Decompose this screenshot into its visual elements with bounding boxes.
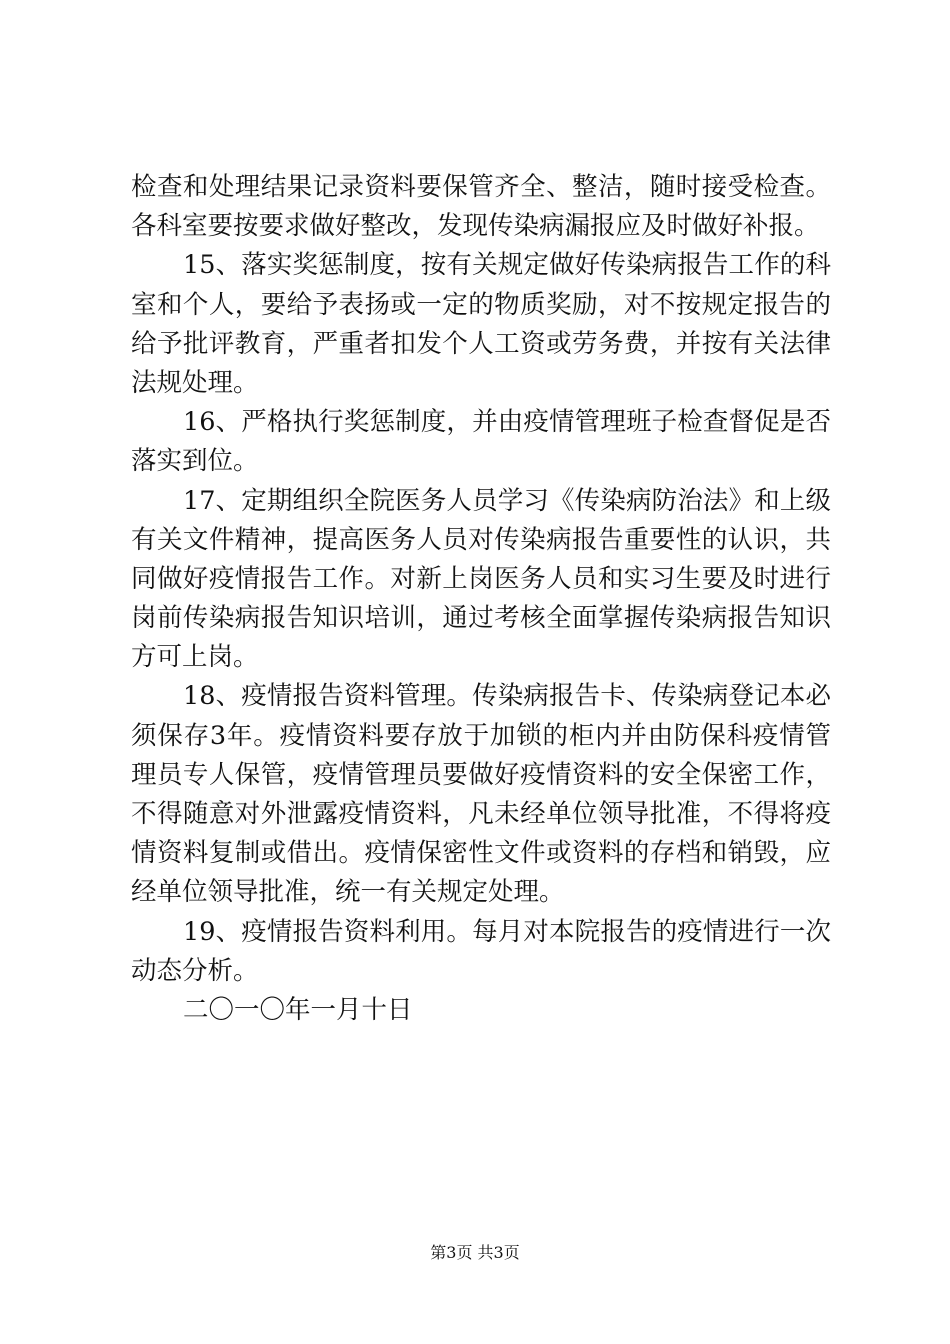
body-line: 理员专人保管，疫情管理员要做好疫情资料的安全保密工作， [131,759,831,790]
body-line: 有关文件精神，提高医务人员对传染病报告重要性的认识，共 [131,524,831,555]
body-line: 经单位领导批准，统一有关规定处理。 [131,877,565,908]
body-line: 各科室要按要求做好整改，发现传染病漏报应及时做好补报。 [131,211,820,242]
paragraph-16-line: 16、严格执行奖惩制度，并由疫情管理班子检查督促是否 [183,407,831,438]
body-line: 动态分析。 [131,955,259,986]
body-line: 同做好疫情报告工作。对新上岗医务人员和实习生要及时进行 [131,563,831,594]
body-line: 须保存3年。疫情资料要存放于加锁的柜内并由防保科疫情管 [131,720,831,751]
page-footer: 第3页 共3页 [430,1243,520,1262]
body-line: 方可上岗。 [131,642,259,673]
paragraph-15-line: 15、落实奖惩制度，按有关规定做好传染病报告工作的科 [183,250,831,281]
document-body [131,168,831,1030]
body-line: 落实到位。 [131,446,259,477]
body-line: 室和个人，要给予表扬或一定的物质奖励，对不按规定报告的 [131,289,831,320]
body-line: 不得随意对外泄露疫情资料，凡未经单位领导批准，不得将疫 [131,799,831,829]
body-line: 情资料复制或借出。疫情保密性文件或资料的存档和销毁，应 [131,838,831,869]
paragraph-19-line: 19、疫情报告资料利用。每月对本院报告的疫情进行一次 [183,916,831,947]
body-line: 岗前传染病报告知识培训，通过考核全面掌握传染病报告知识 [131,603,831,634]
body-line: 检查和处理结果记录资料要保管齐全、整洁，随时接受检查。 [131,172,831,202]
body-line: 给予批评教育，严重者扣发个人工资或劳务费，并按有关法律 [131,328,831,359]
document-date: 二〇一〇年一月十日 [183,994,413,1025]
paragraph-17-line: 17、定期组织全院医务人员学习《传染病防治法》和上级 [183,485,831,516]
paragraph-18-line: 18、疫情报告资料管理。传染病报告卡、传染病登记本必 [183,681,831,712]
body-line: 法规处理。 [131,367,259,398]
